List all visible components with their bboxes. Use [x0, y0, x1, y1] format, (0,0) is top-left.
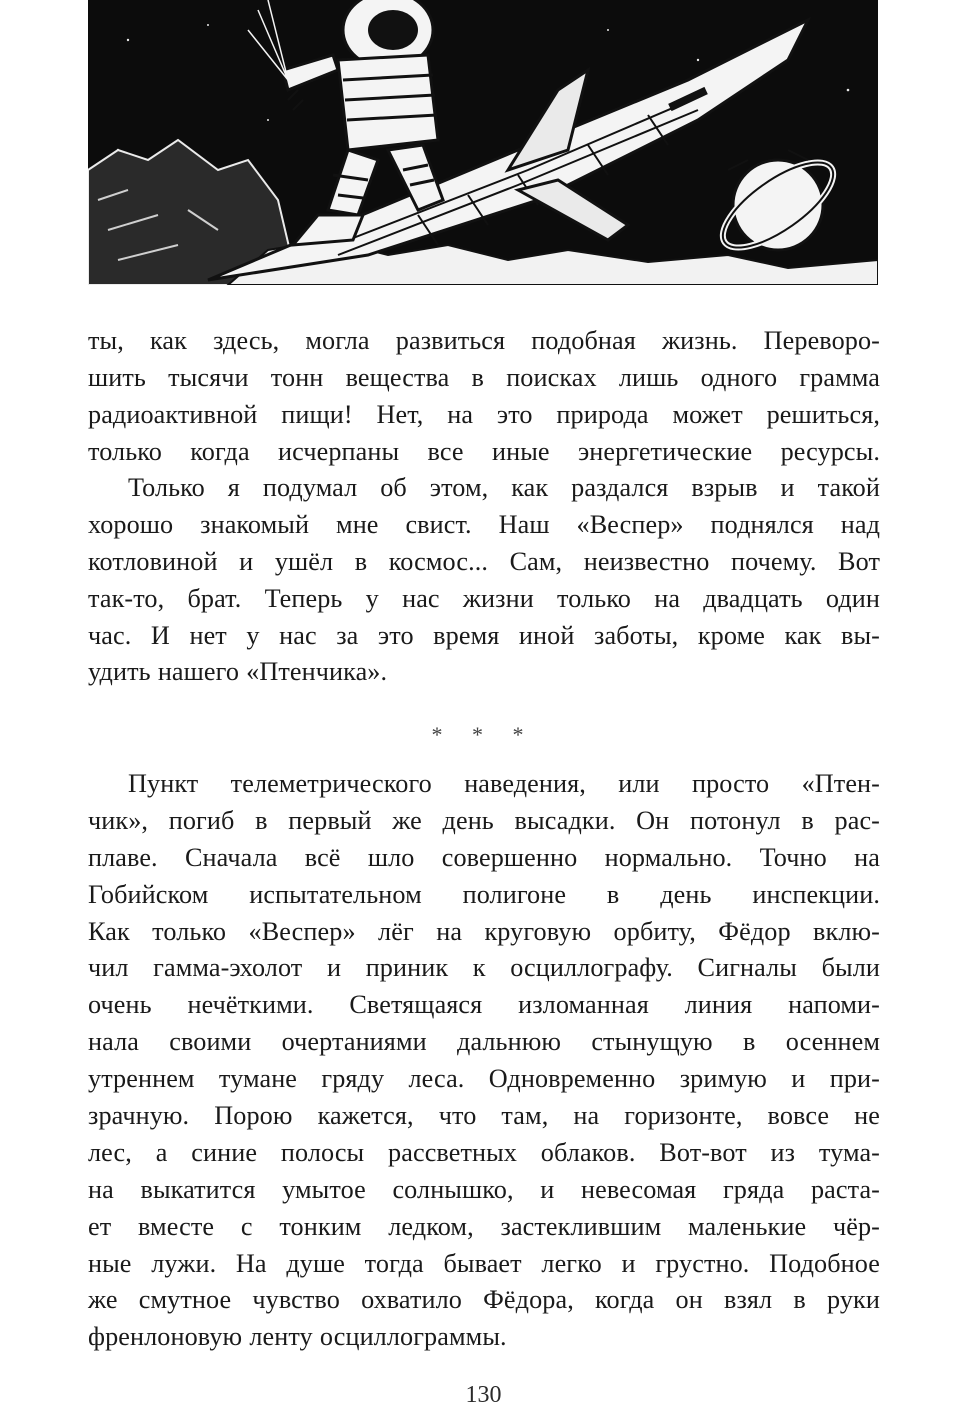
text-line: чил гамма-эхолот и приник к осциллографу. Сигналы были: [88, 953, 880, 983]
text-line: ет вместе с тонким ледком, застеклившим маленькие чёр-: [88, 1211, 880, 1241]
text-line: на выкатится умытое солнышко, и невесомая гряда раста-: [88, 1174, 880, 1204]
text-line: лес, а синие полосы рассветных облаков. Вот-вот из тума-: [88, 1137, 880, 1167]
text-line: Гобийском испытательном полигоне в день инспекции.: [88, 879, 880, 909]
text-line: радиоактивной пищи! Нет, на это природа может решиться,: [88, 399, 880, 429]
text-line: удить нашего «Птенчика».: [88, 657, 388, 687]
text-line: Пункт телеметрического наведения, или просто «Птен-: [128, 769, 880, 798]
text-line: так-то, брат. Теперь у нас жизни только на двадцать один: [88, 583, 880, 613]
text-line: хорошо знакомый мне свист. Наш «Веспер» поднялся над: [88, 509, 880, 539]
text-line: Только я подумал об этом, как раздался взрыв и такой: [128, 473, 880, 502]
text-line: плаве. Сначала всё шло совершенно нормально. Точно на: [88, 842, 880, 872]
text-line: ты, как здесь, могла развиться подобная жизнь. Переворо-: [88, 326, 880, 355]
text-line: только когда исчерпаны все иные энергетические ресурсы.: [88, 436, 880, 466]
paragraph: [88, 766, 880, 1356]
paragraph: [88, 470, 880, 691]
text-line: очень нечёткими. Светящаяся изломанная линия напоми-: [88, 990, 880, 1020]
text-line: зрачную. Порою кажется, что там, на горизонте, вовсе не: [88, 1101, 880, 1131]
text-line: Как только «Веспер» лёг на круговую орбиту, Фёдор вклю-: [88, 916, 880, 946]
text-line: ные лужи. На душе тогда бывает легко и грустно. Подобное: [88, 1248, 880, 1278]
text-line: же смутное чувство охватило Фёдора, когда он взял в руки: [88, 1285, 880, 1315]
text-line: нала своими очертаниями дальнюю стынущую в осеннем: [88, 1027, 880, 1057]
text-line: френлоновую ленту осциллограммы.: [88, 1322, 507, 1352]
text-line: чик», погиб в первый же день высадки. Он потонул в рас-: [88, 805, 880, 835]
text-line: утреннем тумане гряду леса. Одновременно зримую и при-: [88, 1064, 880, 1094]
text-line: котловиной и ушёл в космос... Сам, неизвестно почему. Вот: [88, 546, 880, 576]
page-number: 130: [465, 1382, 502, 1408]
book-illustration: [88, 0, 878, 285]
text-line: час. И нет у нас за это время иной заботы, кроме как вы-: [88, 620, 880, 650]
astronaut-rocket-illustration: [88, 0, 878, 285]
section-separator: * * *: [431, 722, 536, 747]
text-line: шить тысячи тонн вещества в поисках лишь одного грамма: [88, 362, 880, 392]
paragraph-continued: [88, 323, 880, 471]
